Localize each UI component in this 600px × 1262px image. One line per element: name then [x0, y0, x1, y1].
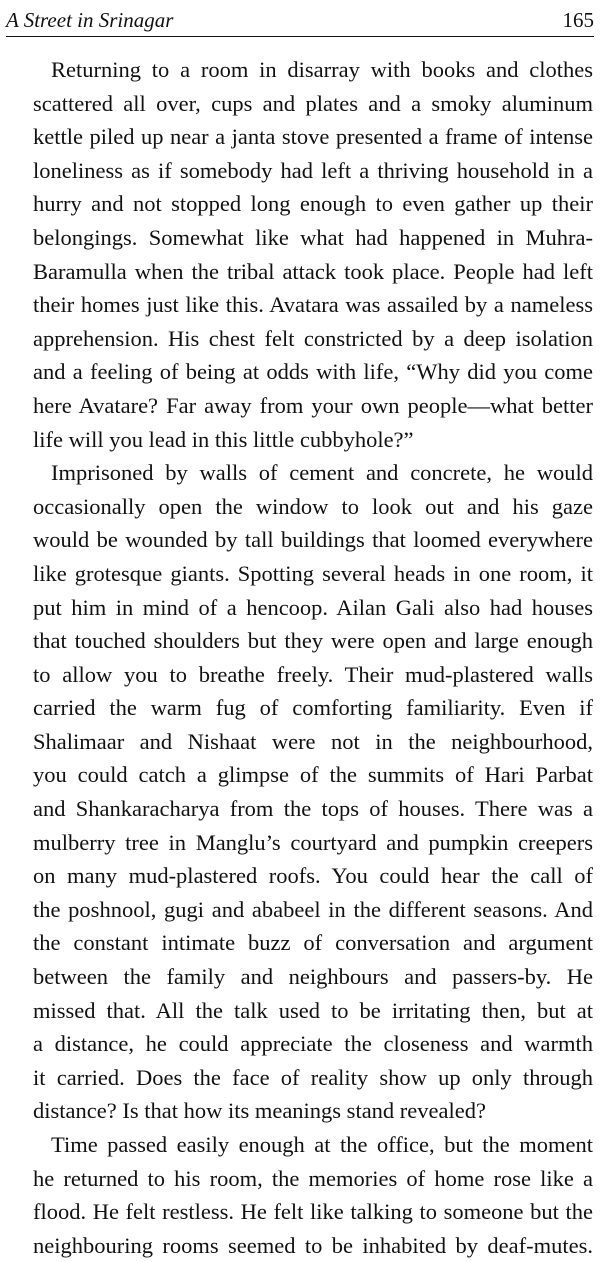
text-line: between the family and neighbours and passers-by. He	[33, 964, 593, 990]
text-line: belongings. Somewhat like what had happened in Muhra-	[33, 224, 593, 250]
text-line: apprehension. His chest felt constricted by a deep isolation	[33, 325, 593, 351]
header-rule	[6, 36, 594, 37]
text-line: and a feeling of being at odds with life, “Why did you come	[33, 359, 593, 385]
text-line: carried the warm fug of comforting familiarity. Even if	[33, 695, 593, 721]
text-line: a distance, he could appreciate the closeness and warmth	[33, 1031, 593, 1057]
text-line: missed that. All the talk used to be irritating then, but at	[33, 997, 593, 1023]
text-line: Returning to a room in disarray with books and clothes	[51, 57, 593, 82]
text-line: like grotesque giants. Spotting several heads in one room, it	[33, 560, 593, 586]
text-line: hurry and not stopped long enough to even gather up their	[33, 191, 593, 217]
text-line: their homes just like this. Avatara was assailed by a nameless	[33, 292, 593, 318]
text-line: the poshnool, gugi and ababeel in the different seasons. And	[33, 896, 593, 922]
running-head	[6, 4, 594, 32]
text-line: that touched shoulders but they were open and large enough	[33, 628, 593, 654]
running-title: A Street in Srinagar	[6, 8, 174, 32]
text-line: Time passed easily enough at the office, but the moment	[51, 1132, 593, 1157]
text-line: loneliness as if somebody had left a thriving household in a	[33, 157, 593, 183]
body-text	[33, 53, 593, 1262]
text-line: distance? Is that how its meanings stand revealed?	[33, 1098, 486, 1124]
text-line: neighbouring rooms seemed to be inhabited by deaf-mutes.	[33, 1232, 593, 1258]
text-line: on many mud-plastered roofs. You could hear the call of	[33, 863, 593, 889]
text-line: you could catch a glimpse of the summits of Hari Parbat	[33, 762, 593, 788]
text-line: life will you lead in this little cubbyhole?”	[33, 426, 414, 452]
text-line: Shalimaar and Nishaat were not in the neighbourhood,	[33, 728, 593, 754]
text-line: and Shankaracharya from the tops of houses. There was a	[33, 796, 593, 822]
text-line: mulberry tree in Manglu’s courtyard and pumpkin creepers	[33, 829, 593, 855]
text-line: here Avatare? Far away from your own people—what better	[33, 392, 593, 418]
text-line: put him in mind of a hencoop. Ailan Gali also had houses	[33, 594, 593, 620]
text-line: to allow you to breathe freely. Their mud-plastered walls	[33, 661, 593, 687]
text-line: would be wounded by tall buildings that loomed everywhere	[33, 527, 593, 553]
text-line: kettle piled up near a janta stove presented a frame of intense	[33, 124, 593, 150]
text-line: Baramulla when the tribal attack took place. People had left	[33, 258, 593, 284]
text-line: Imprisoned by walls of cement and concrete, he would	[51, 460, 593, 486]
text-line: flood. He felt restless. He felt like talking to someone but the	[33, 1199, 593, 1225]
page-number: 165	[562, 8, 594, 32]
text-line: it carried. Does the face of reality show up only through	[33, 1064, 593, 1090]
text-line: occasionally open the window to look out and his gaze	[33, 493, 593, 519]
text-line: scattered all over, cups and plates and a smoky aluminum	[33, 90, 593, 116]
text-line: he returned to his room, the memories of home rose like a	[33, 1165, 593, 1191]
text-line: the constant intimate buzz of conversation and argument	[33, 930, 593, 956]
